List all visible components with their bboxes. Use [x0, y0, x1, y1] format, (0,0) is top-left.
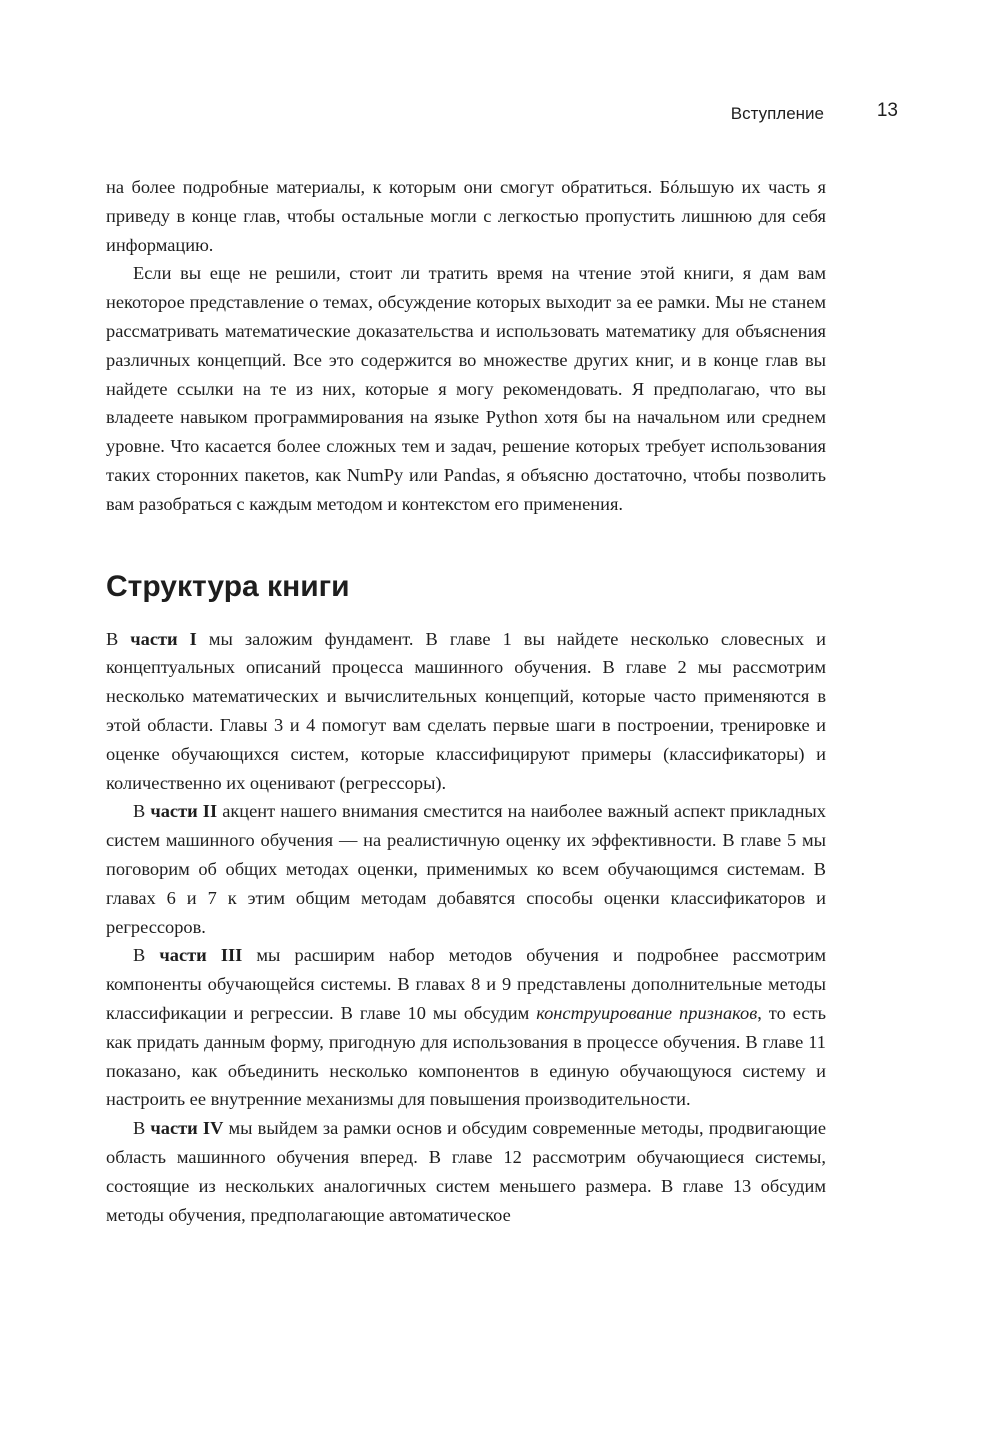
structure-paragraph-4 — [106, 1114, 826, 1229]
intro-paragraph-2: Если вы еще не решили, стоит ли тратить время на чтение этой книги, я дам вам некоторое представление о темах, обсуждение которых выходит за ее рамки. Мы не станем рассматривать математические доказательства и использовать математику для объяснения различных концепций. Все это содержится во множестве других книг, и в конце глав вы найдете ссылки на те из них, которые я могу рекомендовать. Я предполагаю, что вы владеете навыком программирования на языке Python хотя бы на начальном или среднем уровне. Что касается более сложных тем и задач, решение которых требует использования таких сторонних пакетов, как NumPy или Pandas, я объясню достаточно, чтобы позволить вам разобраться с каждым методом и контекстом его применения. — [106, 263, 826, 514]
running-head — [0, 100, 898, 124]
text-run: В — [133, 945, 160, 966]
structure-paragraph-3 — [106, 941, 826, 1114]
text-run: В — [106, 628, 131, 649]
structure-paragraph-2 — [106, 797, 826, 941]
text-run: мы выйдем за рамки основ и обсудим современные методы, продвигающие область машинного обучения вперед. В главе 12 рассмотрим обучающиеся системы, состоящие из нескольких аналогичных систем меньшего размера. В главе 13 обсудим методы обучения, предполагающие автоматическое — [106, 1118, 826, 1225]
running-head-section: Вступление — [730, 104, 824, 123]
page-body — [106, 173, 826, 1229]
part-label: части I — [130, 628, 197, 649]
structure-paragraph-1 — [106, 625, 826, 798]
intro-paragraph-1: на более подробные материалы, к которым они смогут обратиться. Бóльшую их часть я приведу в конце глав, чтобы остальные могли с легкостью пропустить лишнюю для себя информацию. — [106, 177, 826, 255]
text-run: В — [133, 801, 151, 822]
page-number: 13 — [876, 100, 898, 121]
part-label: части III — [159, 945, 243, 966]
text-run: мы заложим фундамент. В главе 1 вы найдете несколько словесных и концептуальных описаний процесса машинного обучения. В главе 2 мы рассмотрим несколько математических и вычислительных концепций, которые часто применяются в этой области. Главы 3 и 4 помогут вам сделать первые шаги в построении, тренировке и оценке обучающихся систем, которые классифицируют примеры (классификаторы) и количественно их оценивают (регрессоры). — [106, 628, 826, 793]
section-heading: Структура книги — [106, 569, 350, 603]
emphasized-term: конструирование признаков — [536, 1002, 758, 1023]
text-run: акцент нашего внимания сместится на наиболее важный аспект прикладных систем машинного обучения — на реалистичную оценку их эффективности. В главе 5 мы поговорим об общих методах оценки, применимых ко всем обучающимся системам. В главах 6 и 7 к этим общим методам добавятся способы оценки классификаторов и регрессоров. — [106, 801, 826, 937]
text-run: , то есть как придать данным форму, пригодную для использования в процессе обучения. В главе 11 показано, как объединить несколько компонентов в единую обучающуюся систему и настроить ее внутренние механизмы для повышения производительности. — [106, 1002, 826, 1110]
text-run: В — [133, 1118, 151, 1139]
text-run: мы расширим набор методов обучения и подробнее рассмотрим компоненты обучающейся системы. В главах 8 и 9 представлены дополнительные методы классификации и регрессии. В главе 10 мы обсудим — [106, 945, 826, 1023]
part-label: части II — [150, 801, 218, 822]
part-label: части IV — [150, 1118, 224, 1139]
